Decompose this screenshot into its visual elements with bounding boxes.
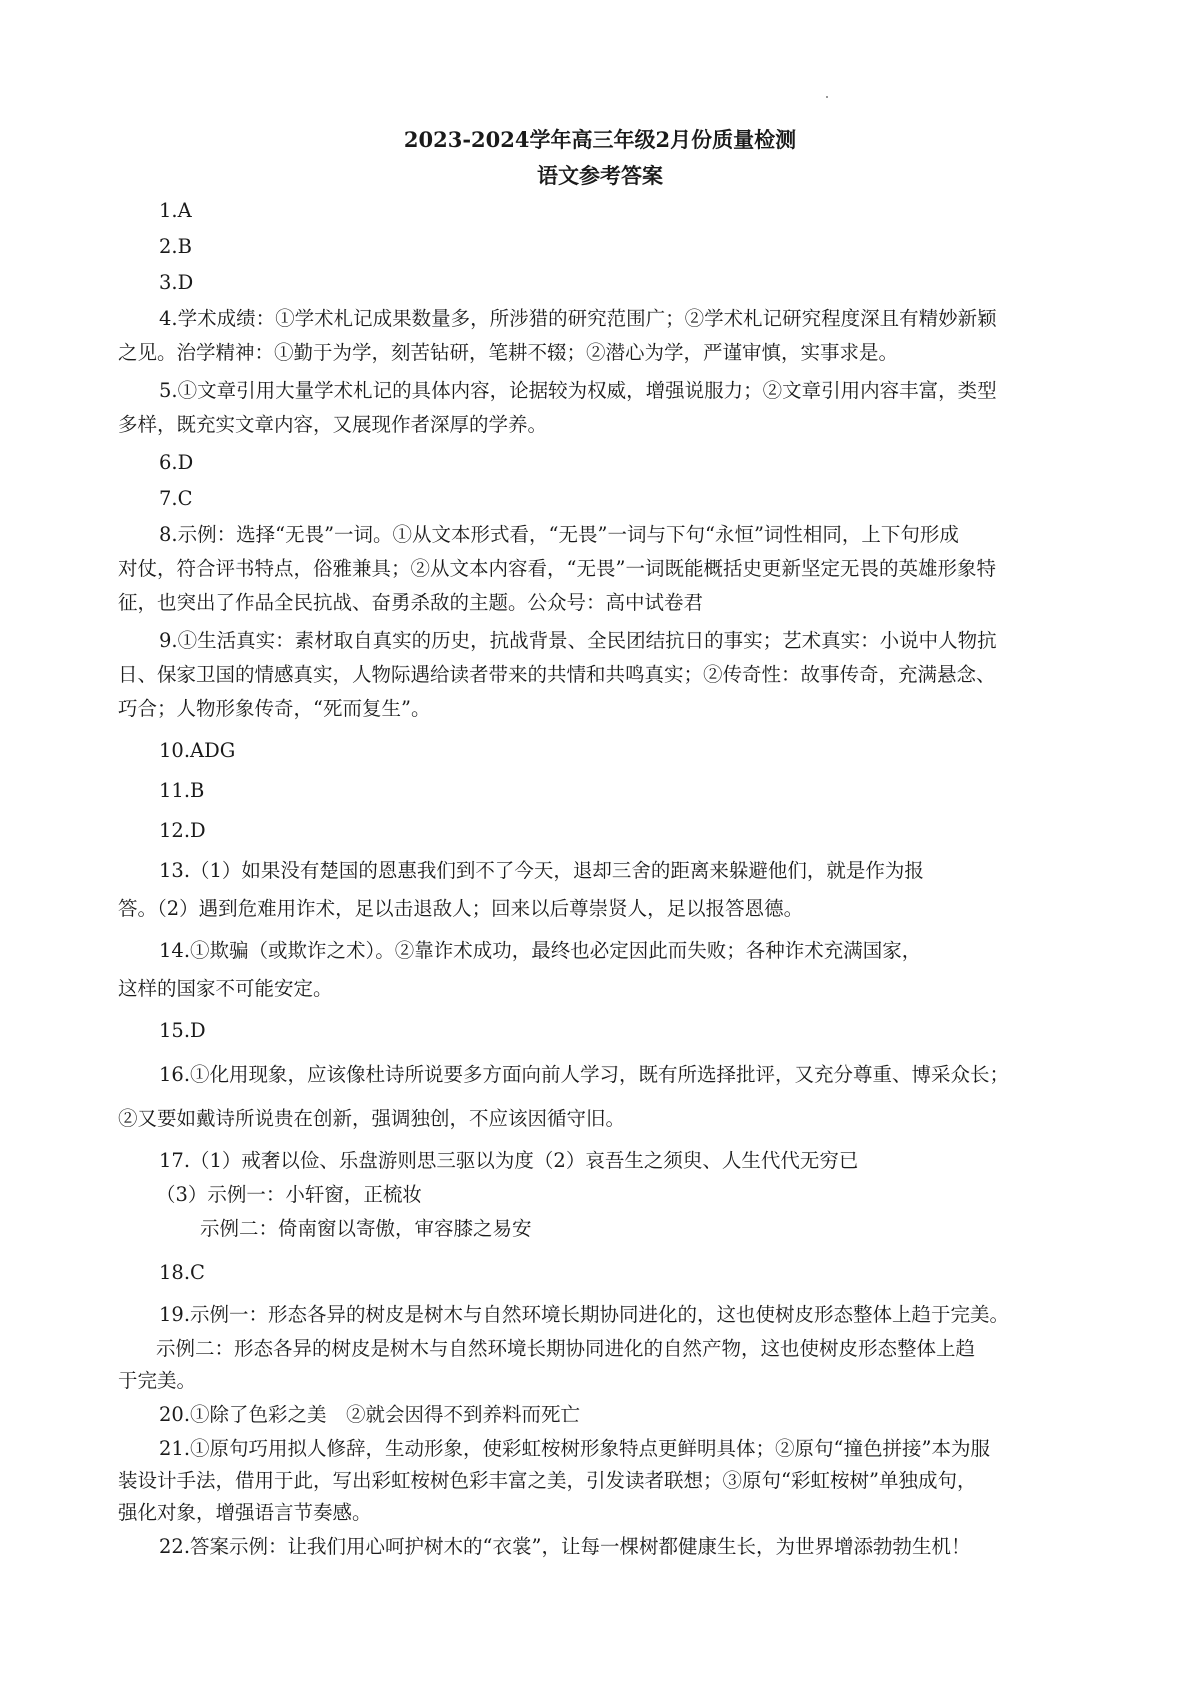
answer-20: 20.①除了色彩之美 ②就会因得不到养料而死亡 [159, 1403, 581, 1426]
answer-1: 1.A [159, 199, 192, 222]
answer-5-line-1: 5.①文章引用大量学术札记的具体内容，论据较为权威，增强说服力；②文章引用内容丰富，类型 [159, 379, 997, 402]
answer-2: 2.B [159, 235, 192, 258]
answer-7: 7.C [159, 487, 193, 510]
answer-9-line-2: 日、保家卫国的情感真实，人物际遇给读者带来的共情和共鸣真实；②传奇性：故事传奇，充满悬念、 [118, 663, 996, 686]
answer-13-line-2: 答。（2）遇到危难用诈术，足以击退敌人；回来以后尊崇贤人，足以报答恩德。 [118, 897, 804, 920]
answer-11: 11.B [159, 779, 205, 802]
answer-21-line-2: 装设计手法，借用于此，写出彩虹桉树色彩丰富之美，引发读者联想；③原句“彩虹桉树”单独成句， [118, 1469, 977, 1492]
answer-12: 12.D [159, 819, 206, 842]
answer-17-line-1: 17.（1）戒奢以俭、乐盘游则思三驱以为度（2）哀吾生之须臾、人生代代无穷已 [159, 1149, 859, 1172]
document-subtitle: 语文参考答案 [537, 163, 663, 188]
answer-6: 6.D [159, 451, 194, 474]
answer-22: 22.答案示例：让我们用心呵护树木的“衣裳”，让每一棵树都健康生长，为世界增添勃勃生机！ [159, 1535, 971, 1558]
answer-5-line-2: 多样，既充实文章内容，又展现作者深厚的学养。 [118, 413, 548, 436]
answer-18: 18.C [159, 1261, 205, 1284]
answer-19-line-1: 19.示例一：形态各异的树皮是树木与自然环境长期协同进化的，这也使树皮形态整体上趋于完美。 [159, 1303, 1010, 1326]
answer-21-line-1: 21.①原句巧用拟人修辞，生动形象，使彩虹桉树形象特点更鲜明具体；②原句“撞色拼接”本为服 [159, 1437, 990, 1460]
answer-19-line-3: 于完美。 [118, 1369, 197, 1392]
answer-3: 3.D [159, 271, 194, 294]
answer-14-line-2: 这样的国家不可能安定。 [118, 977, 333, 1000]
document-title: 2023-2024学年高三年级2月份质量检测 [403, 127, 797, 152]
answer-17-line-2: （3）示例一：小轩窗，正梳妆 [156, 1183, 422, 1206]
answer-4-line-2: 之见。治学精神：①勤于为学，刻苦钻研，笔耕不辍；②潜心为学，严谨审慎，实事求是。 [118, 341, 899, 364]
scan-speck [826, 96, 828, 98]
answer-13-line-1: 13.（1）如果没有楚国的恩惠我们到不了今天，退却三舍的距离来躲避他们，就是作为报 [159, 859, 924, 882]
answer-8-line-1: 8.示例：选择“无畏”一词。①从文本形式看，“无畏”一词与下句“永恒”词性相同，上下句形成 [159, 523, 959, 546]
answer-8-line-2: 对仗，符合评书特点，俗雅兼具；②从文本内容看，“无畏”一词既能概括史更新坚定无畏的英雄形象特 [118, 557, 996, 580]
answer-14-line-1: 14.①欺骗（或欺诈之术）。②靠诈术成功，最终也必定因此而失败；各种诈术充满国家， [159, 939, 922, 962]
answer-4-line-1: 4.学术成绩：①学术札记成果数量多，所涉猎的研究范围广；②学术札记研究程度深且有精妙新颖 [159, 307, 997, 330]
answer-8-line-3: 征，也突出了作品全民抗战、奋勇杀敌的主题。公众号：高中试卷君 [118, 591, 704, 614]
answer-17-line-3: 示例二：倚南窗以寄傲，审容膝之易安 [200, 1217, 532, 1240]
answer-10: 10.ADG [159, 739, 236, 762]
answer-15: 15.D [159, 1019, 206, 1042]
answer-19-line-2: 示例二：形态各异的树皮是树木与自然环境长期协同进化的自然产物，这也使树皮形态整体上趋 [156, 1337, 976, 1360]
answer-9-line-1: 9.①生活真实：素材取自真实的历史，抗战背景、全民团结抗日的事实；艺术真实：小说中人物抗 [159, 629, 997, 652]
answer-9-line-3: 巧合；人物形象传奇，“死而复生”。 [118, 697, 431, 720]
answer-16-line-1: 16.①化用现象，应该像杜诗所说要多方面向前人学习，既有所选择批评，又充分尊重、博采众长； [159, 1063, 1010, 1086]
answer-21-line-3: 强化对象，增强语言节奏感。 [118, 1501, 372, 1524]
answer-16-line-2: ②又要如戴诗所说贵在创新，强调独创，不应该因循守旧。 [118, 1107, 626, 1130]
